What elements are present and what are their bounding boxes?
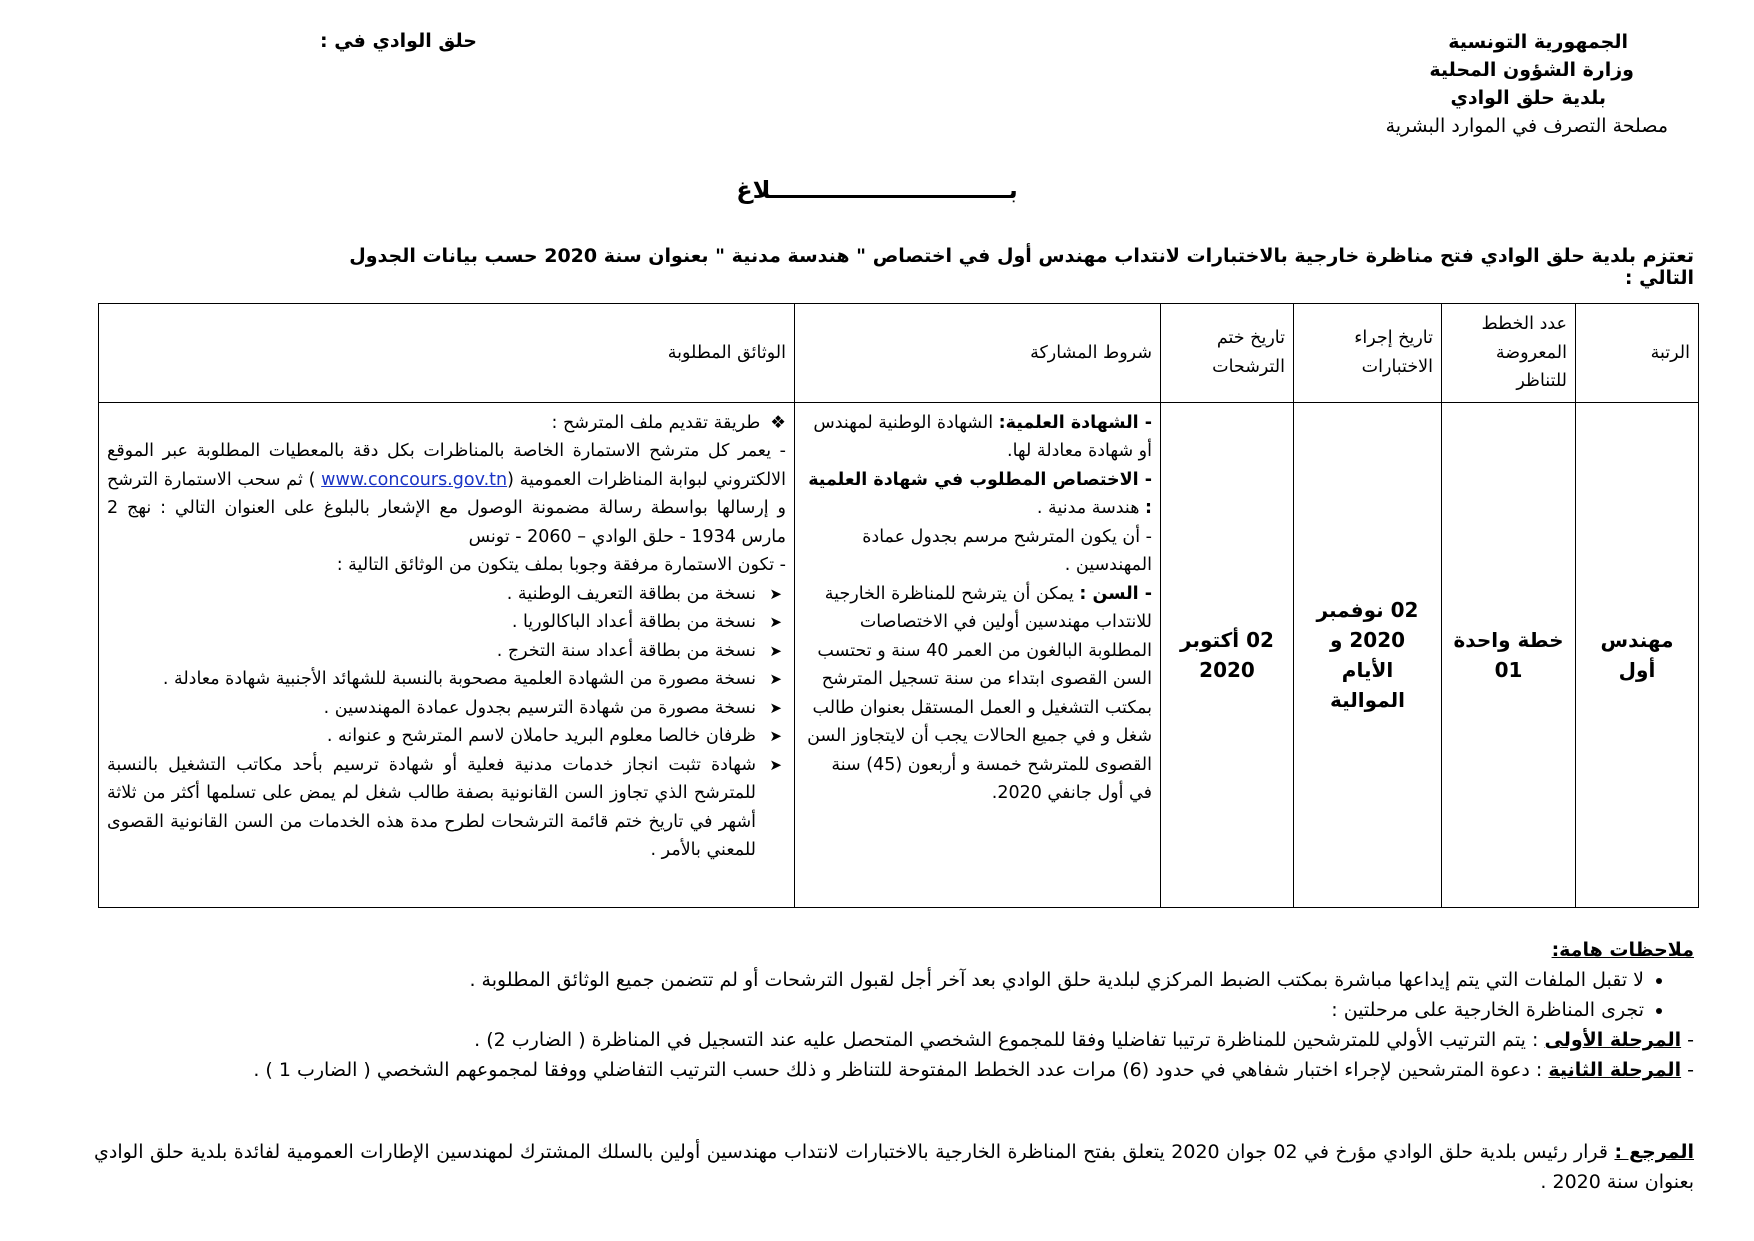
notes-title: ملاحظات هامة: xyxy=(1551,939,1694,961)
condition-certificate: - الشهادة العلمية: الشهادة الوطنية لمهندس أو شهادة معادلة لها. xyxy=(813,412,1152,461)
cell-conditions xyxy=(795,402,1161,908)
notes-list xyxy=(94,965,1694,1025)
list-item: • تجرى المناظرة الخارجية على مرحلتين : xyxy=(94,995,1644,1025)
competition-table xyxy=(98,303,1699,908)
phase-one: - المرحلة الأولى : يتم الترتيب الأولي للمترشحين للمناظرة ترتيبا تفاضليا وفقا للمجموع الشخصي المتحصل عليه عند التسجيل في المناظرة ( الضارب 2) . xyxy=(474,1029,1694,1051)
file-composition: - تكون الاستمارة مرفقة وجوبا بملف يتكون من الوثائق التالية : xyxy=(336,555,786,575)
header-deadline: تاريخ ختم الترشحات xyxy=(1161,304,1294,403)
header-exam-date: تاريخ إجراء الاختبارات xyxy=(1294,304,1442,403)
cell-positions: خطة واحدة 01 xyxy=(1442,402,1576,908)
notes-section xyxy=(94,935,1694,1085)
reference-paragraph xyxy=(94,1137,1694,1197)
issuer-block xyxy=(1268,28,1668,140)
documents-list xyxy=(107,580,786,865)
cell-deadline: 02 أكتوبر 2020 xyxy=(1161,402,1294,908)
cell-documents xyxy=(99,402,795,908)
list-item: ➤ نسخة من بطاقة التعريف الوطنية . xyxy=(107,580,786,609)
header-documents: الوثائق المطلوبة xyxy=(99,304,795,403)
header-conditions: شروط المشاركة xyxy=(795,304,1161,403)
header-positions: عدد الخطط المعروضة للتناظر xyxy=(1442,304,1576,403)
place-date-line: حلق الوادي في : xyxy=(320,30,477,52)
republic-line: الجمهورية التونسية xyxy=(1448,31,1628,53)
department-line: مصلحة التصرف في الموارد البشرية xyxy=(1385,115,1668,137)
cell-exam-date: 02 نوفمبر 2020 و الأيام الموالية xyxy=(1294,402,1442,908)
page-title: بـــــــــــــــــــــــــــــلاغ xyxy=(736,176,1018,204)
list-item: ➤ نسخة مصورة من الشهادة العلمية مصحوبة بالنسبة للشهائد الأجنبية شهادة معادلة . xyxy=(107,665,786,694)
submission-instructions: - يعمر كل مترشح الاستمارة الخاصة بالمناظرات بكل دقة بالمعطيات المطلوبة عبر الموقع الالكتروني لبوابة المناظرات العمومية (www.concours.gov.tn ) ثم سحب الاستمارة الترشح و إرسالها بواسطة رسالة مضمونة الوصول مع الإشعار بالبلوغ على العنوان التالي : نهج 2 مارس 1934 - حلق الوادي – 2060 - تونس xyxy=(107,441,786,547)
list-item: • لا تقبل الملفات التي يتم إيداعها مباشرة بمكتب الضبط المركزي لبلدية حلق الوادي بعد آخر أجل لقبول الترشحات أو لم تتضمن جميع الوثائق المطلوبة . xyxy=(94,965,1644,995)
list-item: ➤ نسخة من بطاقة أعداد الباكالوريا . xyxy=(107,608,786,637)
intro-paragraph: تعتزم بلدية حلق الوادي فتح مناظرة خارجية بالاختبارات لانتداب مهندس أول في اختصاص " هندسة مدنية " بعنوان سنة 2020 حسب بيانات الجدول التالي : xyxy=(349,245,1694,289)
list-item: ➤ نسخة مصورة من شهادة الترسيم بجدول عمادة المهندسين . xyxy=(107,694,786,723)
phase-two: - المرحلة الثانية : دعوة المترشحين لإجراء اختبار شفاهي في حدود (6) مرات عدد الخطط المفتوحة للتناظر و ذلك حسب الترتيب التفاضلي ووفقا لمجموعهم الشخصي ( الضارب 1 ) . xyxy=(253,1059,1694,1081)
reference-text: قرار رئيس بلدية حلق الوادي مؤرخ في 02 جوان 2020 يتعلق بفتح المناظرة الخارجية بالاختبارات لانتداب مهندسين أولين بالسلك المشترك لمهندسين الإطارات العمومية لفائدة بلدية حلق الوادي بعنوان سنة 2020 . xyxy=(94,1141,1694,1193)
list-item: ➤ شهادة تثبت انجاز خدمات مدنية فعلية أو شهادة ترسيم بأحد مكاتب التشغيل بالنسبة للمترشح الذي تجاوز السن القانونية بصفة طالب شغل لم يمض على تسلمها أكثر من ثلاثة أشهر في تاريخ ختم قائمة الترشحات لطرح مدة هذه الخدمات من السن القانونية القصوى للمعني بالأمر . xyxy=(107,751,786,865)
table-row xyxy=(99,402,1699,908)
condition-specialty: - الاختصاص المطلوب في شهادة العلمية : هندسة مدنية . xyxy=(808,469,1152,518)
submission-method: ❖ طريقة تقديم ملف المترشح : xyxy=(107,409,786,438)
reference-label: المرجع : xyxy=(1614,1141,1694,1163)
list-item: ➤ نسخة من بطاقة أعداد سنة التخرج . xyxy=(107,637,786,666)
concours-link[interactable]: www.concours.gov.tn xyxy=(321,469,508,490)
condition-age: - السن : يمكن أن يترشح للمناظرة الخارجية للانتداب مهندسين أولين في الاختصاصات المطلوبة البالغون من العمر 40 سنة و تحتسب السن القصوى ابتداء من سنة تسجيل المترشح بمكتب التشغيل و العمل المستقل بعنوان طالب شغل و في جميع الحالات يجب أن لايتجاوز السن القصوى للمترشح خمسة و أربعون (45) سنة في أول جانفي 2020. xyxy=(807,583,1152,803)
cell-rank: مهندس أول xyxy=(1576,402,1699,908)
header-rank: الرتبة xyxy=(1576,304,1699,403)
list-item: ➤ ظرفان خالصا معلوم البريد حاملان لاسم المترشح و عنوانه . xyxy=(107,722,786,751)
table-header-row xyxy=(99,304,1699,403)
ministry-line: وزارة الشؤون المحلية xyxy=(1429,59,1634,81)
condition-registration: - أن يكون المترشح مرسم بجدول عمادة المهندسين . xyxy=(862,526,1152,575)
municipality-line: بلدية حلق الوادي xyxy=(1450,87,1606,109)
